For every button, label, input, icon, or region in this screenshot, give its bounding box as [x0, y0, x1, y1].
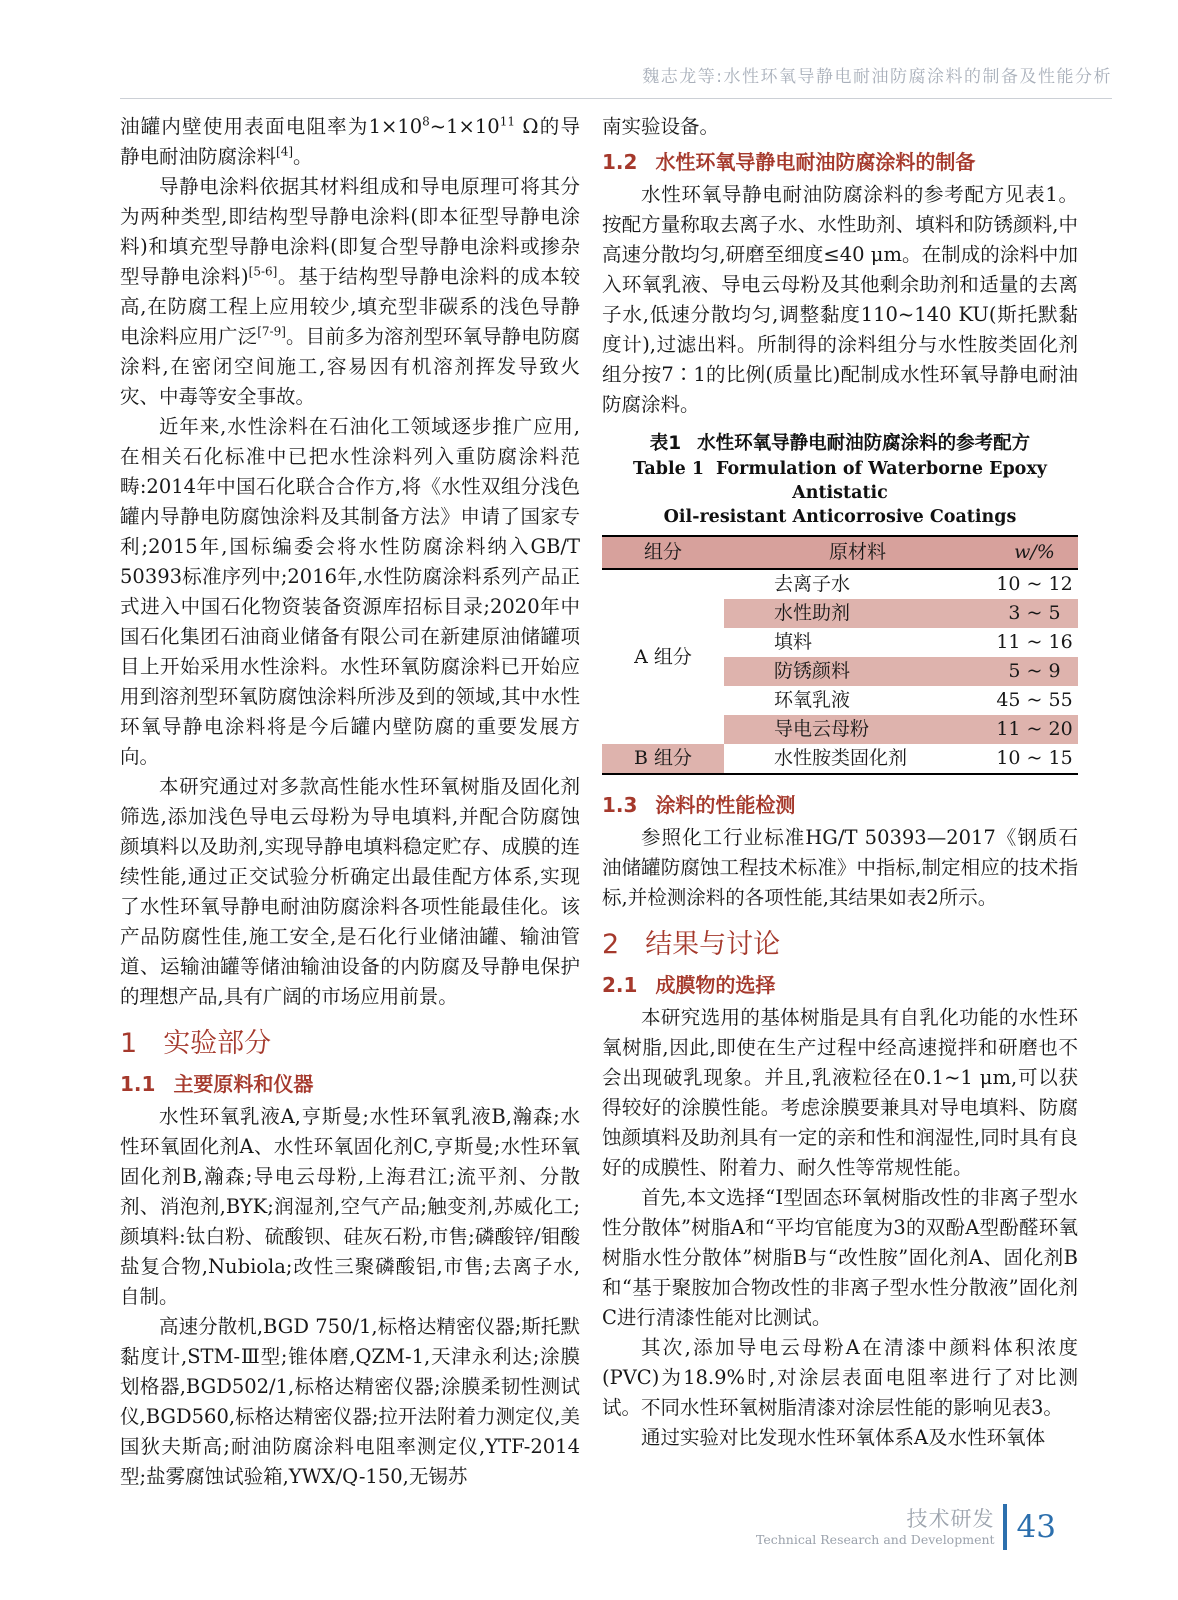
paragraph-instruments: 高速分散机,BGD 750/1,标格达精密仪器;斯托默黏度计,STM-Ⅲ型;锥体磨,QZM-1,天津永利达;涂膜划格器,BGD502/1,标格达精密仪器;涂膜柔韧性测试仪,BGD560,标格达精密仪器;拉开法附着力测定仪,美国狄夫斯高;耐油防腐涂料电阻率测定仪,YTF-2014型;盐雾腐蚀试验箱,YWX/Q-150,无锡苏 — [120, 1315, 580, 1488]
paragraph-pvc-test: 其次,添加导电云母粉A在清漆中颜料体积浓度(PVC)为18.9%时,对涂层表面电阻率进行了对比测试。不同水性环氧树脂清漆对涂层性能的影响见表3。 — [602, 1336, 1078, 1419]
value-cell: 45 ~ 55 — [996, 689, 1073, 711]
section-title: 成膜物的选择 — [655, 973, 776, 997]
table-1-title-zh: 水性环氧导静电耐油防腐涂料的参考配方 — [697, 433, 1031, 454]
material-cell: 水性胺类固化剂 — [774, 747, 908, 769]
section-1-3-heading — [602, 791, 1078, 819]
paragraph-coating-types: 导静电涂料依据其材料组成和导电原理可将其分为两种类型,即结构型导静电涂料(即本征型导静电涂料)和填充型导静电涂料(即复合型导静电涂料或掺杂型导静电涂料)[5-6]。基于结构型导静电涂料的成本较高,在防腐工程上应用较少,填充型非碳系的浅色导静电涂料应用广泛[7-9]。目前多为溶剂型环氧导静电防腐涂料,在密闭空间施工,容易因有机溶剂挥发导致火灾、中毒等安全事故。 — [120, 175, 580, 408]
material-cell: 填料 — [774, 631, 813, 653]
group-b-cell: B 组分 — [602, 744, 724, 774]
footer-section-en: Technical Research and Development — [755, 1531, 995, 1547]
section-title: 水性环氧导静电耐油防腐涂料的制备 — [655, 150, 976, 174]
value-cell: 11 ~ 16 — [996, 631, 1073, 653]
left-column — [120, 112, 580, 1492]
paragraph-experiment-finding: 通过实验对比发现水性环氧体系A及水性环氧体 — [641, 1426, 1046, 1449]
section-1-1-heading — [120, 1070, 580, 1098]
table-1-title-en: Formulation of Waterborne Epoxy Antistatic — [716, 459, 1047, 503]
header-rule — [120, 98, 1112, 99]
table-1-block — [602, 430, 1078, 775]
table-1-label-zh: 表1 — [649, 433, 682, 454]
column-header-material: 原材料 — [724, 536, 991, 569]
section-2-heading — [602, 927, 1078, 963]
value-cell: 11 ~ 20 — [991, 715, 1078, 744]
column-header-weight-percent: w/% — [991, 536, 1078, 569]
value-cell: 10 ~ 12 — [996, 573, 1073, 595]
section-number: 2 — [602, 929, 620, 960]
section-1-heading — [120, 1026, 580, 1062]
section-number: 2.1 — [602, 973, 638, 997]
section-title: 主要原料和仪器 — [173, 1072, 314, 1096]
material-cell: 导电云母粉 — [724, 715, 991, 744]
paragraph-industry-history: 近年来,水性涂料在石油化工领域逐步推广应用,在相关石化标准中已把水性涂料列入重防腐涂料范畴:2014年中国石化联合合作方,将《水性双组分浅色罐内导静电防腐蚀涂料及其制备方法》申请了国家专利;2015年,国标编委会将水性防腐涂料纳入GB/T 50393标准序列中;2016年,水性防腐涂料系列产品正式进入中国石化物资装备资源库招标目录;2020年中国石化集团石油商业储备有限公司在新建原油储罐项目上开始采用水性涂料。水性环氧防腐涂料已开始应用到溶剂型环氧防腐蚀涂料所涉及到的领域,其中水性环氧导静电涂料将是今后罐内壁防腐的重要发展方向。 — [120, 415, 580, 768]
page-number: 43 — [1016, 1509, 1056, 1545]
value-cell: 5 ~ 9 — [991, 657, 1078, 686]
section-number: 1.1 — [120, 1072, 156, 1096]
page-footer — [756, 1504, 1056, 1550]
formulation-table — [602, 535, 1078, 775]
section-number: 1.3 — [602, 793, 638, 817]
paragraph-preparation: 水性环氧导静电耐油防腐涂料的参考配方见表1。按配方量称取去离子水、水性助剂、填料和防锈颜料,中高速分散均匀,研磨至细度≤40 μm。在制成的涂料中加入环氧乳液、导电云母粉及其他剩余助剂和适量的去离子水,低速分散均匀,调整黏度110~140 KU(斯托默黏度计),过滤出料。所制得的涂料组分与水性胺类固化剂组分按7∶1的比例(质量比)配制成水性环氧导静电耐油防腐涂料。 — [602, 183, 1078, 416]
table-row — [602, 569, 1078, 599]
paragraph-resin-comparison: 首先,本文选择“Ⅰ型固态环氧树脂改性的非离子型水性分散体”树脂A和“平均官能度为3的双酚A型酚醛环氧树脂水性分散体”树脂B与“改性胺”固化剂A、固化剂B和“基于聚胺加合物改性的非离子型水性分散液”固化剂C进行清漆性能对比测试。 — [602, 1186, 1078, 1329]
footer-section-zh: 技术研发 — [906, 1506, 995, 1531]
table-row — [602, 744, 1078, 774]
section-title: 结果与讨论 — [645, 929, 781, 960]
material-cell: 环氧乳液 — [774, 689, 851, 711]
paragraph-resistivity: 油罐内壁使用表面电阻率为$1\times 10^8\sim 1\times 10^{11}$ Ω的导静电耐油防腐涂料[4]。 — [120, 114, 580, 168]
section-number: 1 — [120, 1028, 138, 1059]
material-cell: 防锈颜料 — [724, 657, 991, 686]
running-title: 魏志龙等:水性环氧导静电耐油防腐涂料的制备及性能分析 — [642, 67, 1112, 87]
footer-divider-bar — [1003, 1504, 1007, 1550]
section-1-2-heading — [602, 148, 1078, 176]
material-cell: 水性助剂 — [724, 599, 991, 628]
section-title: 涂料的性能检测 — [655, 793, 796, 817]
table-1-caption-en-line2: Oil-resistant Anticorrosive Coatings — [663, 507, 1017, 527]
section-2-1-heading — [602, 971, 1078, 999]
table-1-label-en: Table 1 — [633, 459, 705, 479]
value-cell: 3 ~ 5 — [991, 599, 1078, 628]
paragraph-study-summary: 本研究通过对多款高性能水性环氧树脂及固化剂筛选,添加浅色导电云母粉为导电填料,并配合防腐蚀颜填料以及助剂,实现导静电填料稳定贮存、成膜的连续性能,通过正交试验分析确定出最佳配方体系,实现了水性环氧导静电耐油防腐涂料各项性能最佳化。该产品防腐性佳,施工安全,是石化行业储油罐、输油管道、运输油罐等储油输油设备的内防腐及导静电保护的理想产品,具有广阔的市场应用前景。 — [120, 775, 580, 1008]
table-1-caption-en-line1 — [602, 457, 1078, 505]
value-cell: 10 ~ 15 — [996, 747, 1073, 769]
table-header-row — [602, 536, 1078, 569]
section-title: 实验部分 — [163, 1028, 272, 1059]
material-cell: 去离子水 — [774, 573, 851, 595]
table-1-caption-zh — [602, 430, 1078, 457]
paragraph-resin-selection: 本研究选用的基体树脂是具有自乳化功能的水性环氧树脂,因此,即使在生产过程中经高速搅拌和研磨也不会出现破乳现象。并且,乳液粒径在0.1~1 μm,可以获得较好的涂膜性能。考虑涂膜要兼具对导电填料、防腐蚀颜填料及助剂具有一定的亲和性和润湿性,同时具有良好的成膜性、附着力、耐久性等常规性能。 — [602, 1006, 1078, 1179]
paragraph-performance-testing: 参照化工行业标准HG/T 50393—2017《钢质石油储罐防腐蚀工程技术标准》中指标,制定相应的技术指标,并检测涂料的各项性能,其结果如表2所示。 — [602, 826, 1078, 909]
footer-section-labels — [756, 1507, 995, 1548]
column-header-component: 组分 — [602, 536, 724, 569]
section-number: 1.2 — [602, 150, 638, 174]
paragraph-continuation: 南实验设备。 — [602, 115, 720, 138]
paragraph-raw-materials: 水性环氧乳液A,亨斯曼;水性环氧乳液B,瀚森;水性环氧固化剂A、水性环氧固化剂C,亨斯曼;水性环氧固化剂B,瀚森;导电云母粉,上海君江;流平剂、分散剂、消泡剂,BYK;润湿剂,空气产品;触变剂,苏威化工;颜填料:钛白粉、硫酸钡、硅灰石粉,市售;磷酸锌/钼酸盐复合物,Nubiola;改性三聚磷酸铝,市售;去离子水,自制。 — [120, 1105, 580, 1308]
right-column — [602, 112, 1078, 1453]
group-a-cell: A 组分 — [634, 645, 692, 668]
running-header — [120, 62, 1112, 87]
